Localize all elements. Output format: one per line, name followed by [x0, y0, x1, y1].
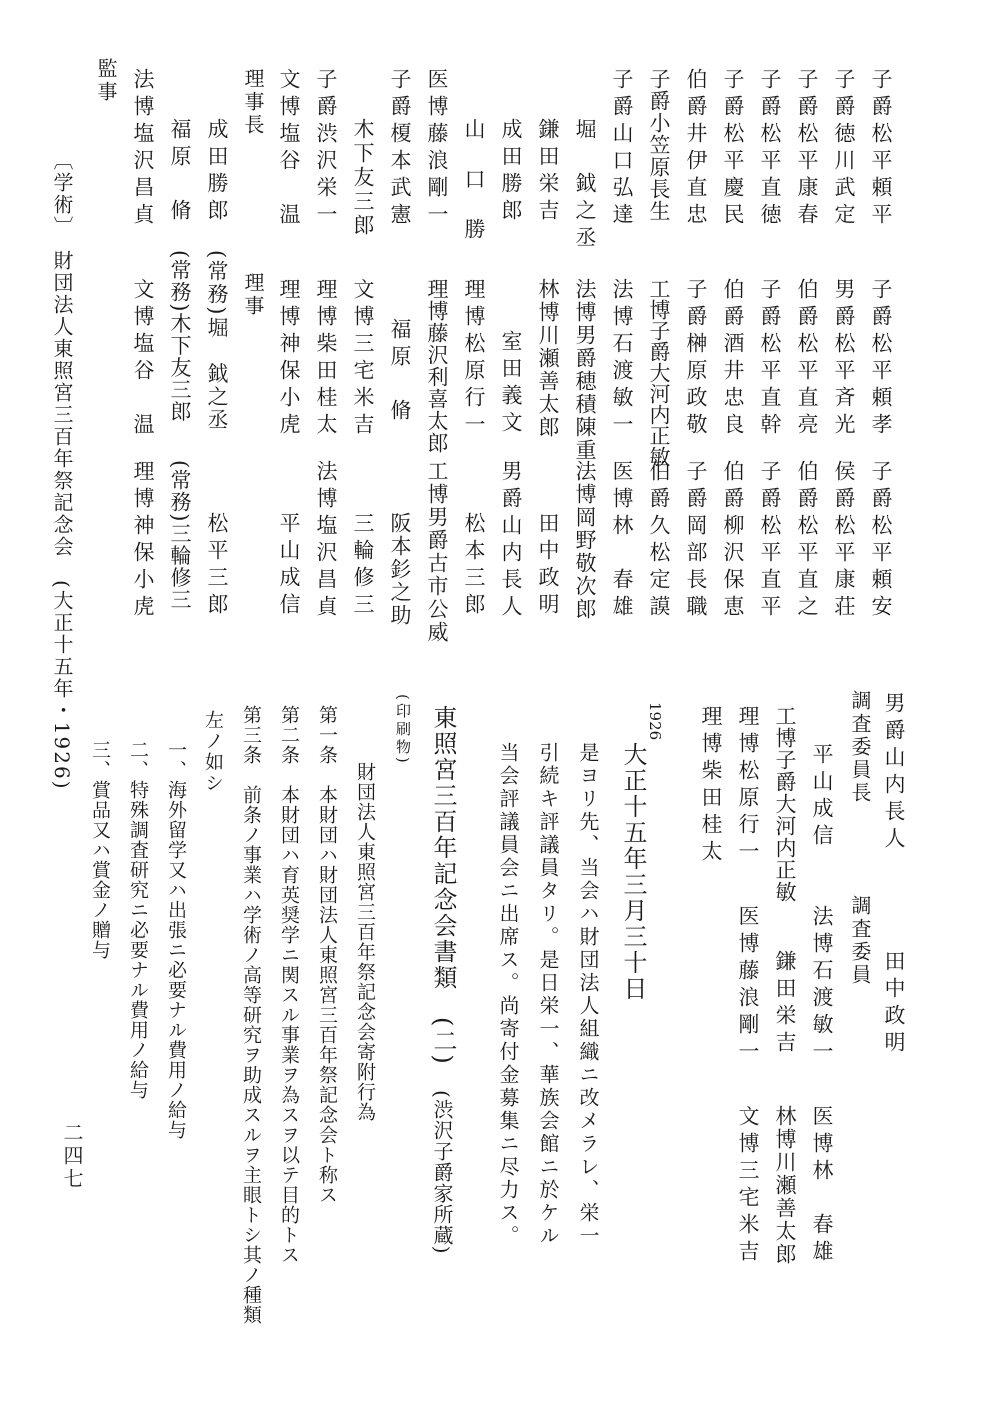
roster-entry: 理博藤沢利喜太郎 — [425, 278, 449, 454]
committee-entry: 平山成信 — [810, 743, 834, 851]
roster-entry: 子爵松平直徳 — [758, 68, 782, 230]
list-item: 一、海外留学又ハ出張ニ必要ナル費用ノ給与 — [165, 740, 187, 1140]
roster-entry: 子爵松平頼平 — [869, 68, 893, 230]
document-title: 東照宮三百年記念会書類 (二) — [429, 705, 457, 1066]
body-paragraph: 是ヨリ先、当会ハ財団法人組織ニ改メラレ、栄一 — [576, 742, 600, 1248]
committee-entry: 工博子爵大河内正敏 — [773, 705, 797, 903]
rijicho-label: 理事長 — [241, 68, 265, 137]
list-item: 三、賞品又ハ賞金ノ贈与 — [89, 740, 111, 960]
committee-entry: 法博石渡敏一 — [810, 905, 834, 1067]
roster-entry: 医博林 春雄 — [610, 460, 634, 622]
committee-entry: 医博林 春雄 — [810, 1105, 834, 1267]
roster-entry: 侯爵松平康荘 — [832, 460, 856, 622]
roster-entry: 伯爵松平直之 — [795, 460, 819, 622]
roster-entry: 理博神保小虎 — [131, 460, 155, 622]
printed-note: (印刷物) — [394, 694, 412, 766]
roster-entry: 福原 脩 — [388, 318, 412, 426]
roster-entry: 子爵松平直幹 — [758, 278, 782, 440]
roster-entry: 伯爵松平直亮 — [795, 278, 819, 440]
roster-entry: 子爵山口弘達 — [610, 68, 634, 230]
roster-entry: 伯爵柳沢保恵 — [721, 460, 745, 622]
roster-entry: (常務)三輪修三 — [168, 460, 192, 611]
roster-entry: 成田勝郎 — [205, 118, 229, 226]
roster-entry: 山 口 勝 — [462, 118, 486, 243]
roster-entry: 法博塩沢昌貞 — [131, 68, 155, 230]
roster-entry: 理博松原行一 — [462, 278, 486, 440]
roster-entry: 子爵榎本武憲 — [388, 68, 412, 230]
committee-label: 調査委員 — [848, 895, 872, 987]
roster-entry: 木下友三郎 — [351, 118, 375, 238]
citation: 〔学術〕 財団法人東照宮三百年祭記念会 (大正十五年・1926) — [50, 150, 74, 791]
source-note: (渋沢子爵家所蔵) — [430, 1090, 454, 1255]
roster-entry: 堀 鉞之丞 — [573, 118, 597, 253]
roster-entry: 子爵松平頼安 — [869, 460, 893, 622]
article: 第三条 前条ノ事業ハ学術ノ高等研究ヲ助成スルヲ主眼トシ其ノ種類 — [240, 705, 262, 1325]
roster-entry: 子爵松平直平 — [758, 460, 782, 622]
roster-entry: 松本三郎 — [462, 512, 486, 620]
body-paragraph: 当会評議員会ニ出席ス。尚寄付金募集ニ尽力ス。 — [496, 742, 520, 1248]
roster-entry: 子爵渋沢栄一 — [314, 68, 338, 230]
roster-entry: 工博子爵大河内正敏 — [647, 278, 671, 467]
kanji-label: 監事 — [94, 58, 118, 104]
roster-entry: (常務)堀 鉞之丞 — [205, 250, 229, 432]
body-paragraph: 引続キ評議員タリ。是日栄一、華族会館ニ於ケル — [536, 742, 560, 1248]
roster-entry: 子爵岡部長職 — [684, 460, 708, 622]
roster-entry: 伯爵酒井忠良 — [721, 278, 745, 440]
committee-entry: 文博三宅米吉 — [736, 1105, 760, 1267]
roster-entry: 子爵松平慶民 — [721, 68, 745, 230]
riji-label: 理事 — [241, 272, 265, 318]
roster-entry: 伯爵久松定謨 — [647, 460, 671, 622]
roster-entry: 法博塩沢昌貞 — [314, 460, 338, 622]
roster-entry: 子爵松平康春 — [795, 68, 819, 230]
roster-entry: 理博柴田桂太 — [314, 278, 338, 440]
roster-entry: 室田義文 — [499, 330, 523, 438]
committee-entry: 医博藤浪剛一 — [736, 905, 760, 1067]
roster-entry: 男爵山内長人 — [499, 460, 523, 622]
roster-entry: 阪本釤之助 — [388, 512, 412, 627]
roster-entry: 男爵松平斉光 — [832, 278, 856, 440]
roster-entry: 文博三宅米吉 — [351, 278, 375, 440]
article-continued: 左ノ如シ — [202, 710, 224, 794]
roster-entry: 法博男爵穂積陳重 — [573, 278, 597, 462]
year: 1926 — [646, 702, 664, 741]
roster-entry: 男爵山内長人 — [882, 692, 906, 854]
roster-entry: 田中政明 — [536, 512, 560, 620]
article: 第一条 本財団ハ財団法人東照宮三百年祭記念会ト称ス — [316, 705, 338, 1205]
date-heading: 大正十五年三月三十日 — [619, 742, 647, 1002]
roster-entry: 法博岡野敬次郎 — [573, 460, 597, 621]
roster-entry: 子爵松平頼孝 — [869, 278, 893, 440]
roster-entry: (常務)木下友三郎 — [168, 250, 192, 423]
roster-entry: 法博石渡敏一 — [610, 278, 634, 440]
roster-entry: 子爵榊原政敬 — [684, 278, 708, 440]
act-title: 財団法人東照宮三百年祭記念会寄附行為 — [354, 762, 376, 1122]
roster-entry: 医博藤浪剛一 — [425, 68, 449, 230]
roster-entry: 理博神保小虎 — [277, 278, 301, 440]
roster-entry: 田中政明 — [882, 950, 906, 1058]
roster-entry: 鎌田栄吉 — [536, 118, 560, 226]
committee-entry: 理博柴田桂太 — [699, 705, 723, 867]
committee-entry: 林博川瀬善太郎 — [773, 1105, 797, 1266]
roster-entry: 伯爵井伊直忠 — [684, 68, 708, 230]
committee-entry: 理博松原行一 — [736, 705, 760, 867]
roster-entry: 子爵小笠原長生 — [647, 68, 671, 222]
roster-entry: 工博男爵古市公威 — [425, 460, 449, 644]
roster-entry: 林博川瀬善太郎 — [536, 278, 560, 439]
page-number: 二四七 — [60, 1122, 84, 1191]
roster-entry: 子爵徳川武定 — [832, 68, 856, 230]
roster-entry: 文博塩谷 温 — [131, 278, 155, 440]
roster-entry: 三輪修三 — [351, 512, 375, 620]
chair-label: 調査委員長 — [848, 690, 872, 805]
roster-entry: 平山成信 — [277, 512, 301, 620]
roster-entry: 松平三郎 — [205, 512, 229, 620]
roster-entry: 福原 脩 — [168, 118, 192, 226]
roster-entry: 成田勝郎 — [499, 118, 523, 226]
article: 第二条 本財団ハ育英奨学ニ関スル事業ヲ為スヲ以テ目的トス — [278, 705, 300, 1265]
roster-entry: 文博塩谷 温 — [277, 68, 301, 230]
committee-entry: 鎌田栄吉 — [773, 950, 797, 1058]
list-item: 二、特殊調査研究ニ必要ナル費用ノ給与 — [127, 740, 149, 1100]
